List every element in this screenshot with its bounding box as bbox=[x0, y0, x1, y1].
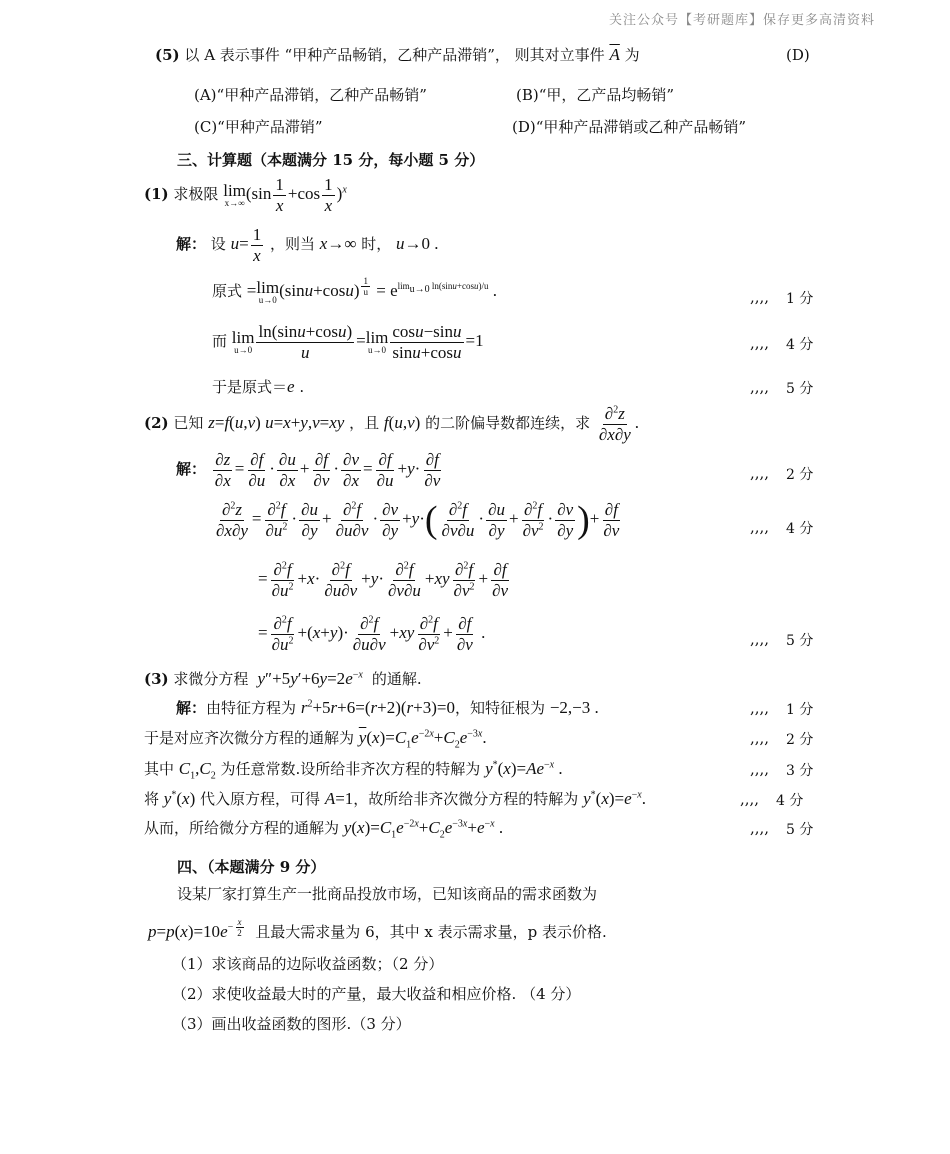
p2-line2 bbox=[212, 500, 623, 540]
score: 2 分 bbox=[786, 732, 814, 748]
formula: = lim u→0 (sinu+cosu) $^{\frac{1}{u}}$ = $e^{lim_{u\to 0} ln(sinu+cosu)/u}$ . bbox=[246, 276, 497, 305]
problem-number: (1) bbox=[144, 184, 169, 203]
jie-label: 解： bbox=[176, 699, 207, 717]
formula: e bbox=[287, 377, 295, 396]
option-a: (A)“甲种产品滞销，乙种产品畅销” bbox=[194, 86, 427, 104]
text: 其中 bbox=[144, 760, 175, 778]
score: 5 分 bbox=[786, 381, 814, 397]
marks: ,,,, bbox=[750, 288, 770, 306]
text: 的通解. bbox=[371, 670, 422, 688]
problem-3 bbox=[144, 668, 422, 689]
formula: $\overline{y}(x)=C_1e^{-2x}+C_2e^{-3x}$. bbox=[358, 728, 487, 751]
formula: $r^2+5r+6=(r+2)(r+3)=0$ bbox=[300, 698, 456, 717]
p3-line2 bbox=[144, 727, 487, 750]
score: 4 分 bbox=[776, 793, 804, 809]
formula: u= $\frac{1}{x}$ bbox=[230, 225, 262, 265]
p2-line3 bbox=[258, 560, 512, 600]
problem-number: (2) bbox=[144, 413, 169, 432]
jie-label: 解： bbox=[176, 234, 207, 253]
demand-line bbox=[148, 917, 607, 942]
text: 于是原式＝ bbox=[212, 378, 288, 396]
text: 而 bbox=[212, 331, 228, 350]
formula: z=f(u,v) u=x+y,v=xy bbox=[208, 412, 345, 432]
text: 将 bbox=[144, 790, 160, 808]
formula: A=1 bbox=[324, 789, 354, 808]
formula: $\frac{\partial z}{\partial x}$ = $\frac{\partial f}{\partial u}$ · $\frac{\partial u}{\partial x}$ + $\frac{\partial f}{\partial v}$ · $\frac{\partial v}{\partial x}$ = $\frac{\partial f}{\partial u}$ +y· $\frac{\partial f}{\partial v}$ bbox=[214, 450, 441, 490]
option-c: (C)“甲种产品滞销” bbox=[194, 118, 323, 136]
p2-line1 bbox=[176, 450, 444, 490]
p3-line4 bbox=[144, 788, 646, 809]
p1-line1 bbox=[212, 276, 497, 305]
formula: $p=p(x)=10e^{- \frac{x}{2}}$ bbox=[148, 917, 242, 941]
text: 从而，所给微分方程的通解为 bbox=[144, 819, 340, 837]
text: 且最大需求量为 6，其中 x 表示需求量，p 表示价格. bbox=[255, 922, 607, 941]
formula: $y''+5y'+6y=2e^{-x}$ bbox=[257, 669, 363, 688]
question-5 bbox=[155, 44, 640, 65]
p3-line3 bbox=[144, 758, 563, 781]
section-intro: 设某厂家打算生产一批商品投放市场，已知该商品的需求函数为 bbox=[177, 885, 598, 903]
p2-line4 bbox=[258, 614, 485, 654]
marks: ,,,, bbox=[750, 334, 770, 352]
formula: $y^*(x)=Ae^{-x}$ . bbox=[485, 759, 563, 778]
marks: ,,,, bbox=[750, 518, 770, 536]
formula: $y^*(x)=e^{-x}$. bbox=[583, 789, 646, 808]
marks: ,,,, bbox=[750, 760, 770, 778]
marks: ,,,, bbox=[750, 630, 770, 648]
formula: $C_1,C_2$ bbox=[178, 759, 216, 782]
jie-label: 解： bbox=[176, 459, 207, 478]
complement-symbol: $\overline{A}$ bbox=[609, 45, 620, 64]
formula: $y(x)=C_1e^{-2x}+C_2e^{-3x}+e^{-x}$ . bbox=[343, 818, 504, 841]
question-number: (5) bbox=[155, 46, 180, 64]
section-title: 四、（本题满分 9 分） bbox=[177, 858, 326, 876]
p1-setup bbox=[176, 225, 439, 265]
marks: ,,,, bbox=[750, 699, 770, 717]
marks: ,,,, bbox=[750, 819, 770, 837]
text: 原式 bbox=[212, 281, 243, 300]
formula: $\frac{\partial^2z}{\partial x\partial y}$ . bbox=[598, 404, 640, 444]
marks: ,,,, bbox=[740, 790, 760, 808]
score: 1 分 bbox=[786, 291, 814, 307]
marks: ,,,, bbox=[750, 378, 770, 396]
text: 为任意常数.设所给非齐次方程的特解为 bbox=[220, 760, 481, 778]
text: 由特征方程为 bbox=[206, 699, 297, 717]
score: 5 分 bbox=[786, 633, 814, 649]
text: 于是对应齐次微分方程的通解为 bbox=[144, 729, 355, 747]
formula: $\frac{\partial^2z}{\partial x\partial y}$ = $\frac{\partial^2f}{\partial u^2}$ · $\frac{\partial u}{\partial y}$ + $\frac{\partial^2f}{\partial u\partial v}$ · $\frac{\partial v}{\partial y}$ +y·( $\frac{\partial^2f}{\partial v\partial u}$ · $\frac{\partial u}{\partial y}$ + $\frac{\partial^2f}{\partial v^2}$ · $\frac{\partial v}{\partial y}$ )+ $\frac{\partial f}{\partial v}$ bbox=[216, 499, 620, 542]
p3-line5 bbox=[144, 817, 503, 840]
problem-number: (3) bbox=[144, 670, 169, 688]
problem-stem: 求极限 bbox=[173, 184, 219, 203]
subquestion-2: （2）求使收益最大时的产量，最大收益和相应价格. （4 分） bbox=[172, 985, 581, 1003]
p1-line3: 于是原式＝e . bbox=[212, 377, 305, 396]
formula: u→0 . bbox=[396, 233, 439, 253]
formula: y*(x) bbox=[163, 789, 196, 808]
text: 的二阶偏导数都连续，求 bbox=[425, 413, 591, 432]
marks: ,,,, bbox=[750, 464, 770, 482]
option-d: (D)“甲种产品滞销或乙种产品畅销” bbox=[512, 118, 747, 136]
question-stem-end: 为 bbox=[624, 46, 640, 64]
subquestion-3: （3）画出收益函数的图形.（3 分） bbox=[172, 1015, 411, 1033]
score: 3 分 bbox=[786, 763, 814, 779]
formula: = $\frac{\partial^2f}{\partial u^2}$ +x· $\frac{\partial^2f}{\partial u\partial v}$ +y· $\frac{\partial^2f}{\partial v\partial u}$ +xy $\frac{\partial^2f}{\partial v^2}$ + $\frac{\partial f}{\partial v}$ bbox=[258, 560, 509, 600]
formula: −2,−3 . bbox=[549, 698, 599, 717]
formula: f(u,v) bbox=[383, 412, 421, 432]
option-b: (B)“甲，乙产品均畅销” bbox=[516, 86, 675, 104]
formula: lim x→∞ (sin $\frac{1}{x}$ +cos $\frac{1}{x}$ )$^x$ bbox=[223, 175, 347, 215]
text: ，则当 bbox=[269, 234, 315, 253]
score: 2 分 bbox=[786, 467, 814, 483]
text: 设 bbox=[210, 234, 226, 253]
text: ，且 bbox=[349, 413, 380, 432]
text: 代入原方程，可得 bbox=[200, 790, 321, 808]
p1-line2 bbox=[212, 322, 484, 362]
question-stem: 以 A 表示事件 “甲种产品畅销，乙种产品滞销”， 则其对立事件 bbox=[184, 46, 605, 64]
text: 时， bbox=[361, 234, 392, 253]
answer: (D) bbox=[786, 46, 810, 64]
text: 求微分方程 bbox=[173, 670, 249, 688]
problem-2 bbox=[144, 404, 639, 444]
score: 4 分 bbox=[786, 337, 814, 353]
problem-1 bbox=[144, 175, 347, 215]
score: 5 分 bbox=[786, 822, 814, 838]
p3-line1 bbox=[176, 697, 599, 718]
formula: = $\frac{\partial^2f}{\partial u^2}$ +(x+y)· $\frac{\partial^2f}{\partial u\partial v}$ +xy $\frac{\partial^2f}{\partial v^2}$ + $\frac{\partial f}{\partial v}$ . bbox=[258, 614, 486, 654]
text: ，故所给非齐次微分方程的特解为 bbox=[353, 790, 579, 808]
score: 4 分 bbox=[786, 521, 814, 537]
watermark: 关注公众号【考研题库】保存更多高清资料 bbox=[609, 13, 876, 28]
formula: x→∞ bbox=[319, 233, 357, 253]
formula: lim u→0 $\frac{\ln(\sin u+\cos u)}{u}$ = lim u→0 $\frac{\cos u-\sin u}{\sin u+\cos u}$ =1 bbox=[231, 322, 484, 362]
score: 1 分 bbox=[786, 702, 814, 718]
subquestion-1: （1）求该商品的边际收益函数；（2 分） bbox=[172, 955, 444, 973]
text: 已知 bbox=[173, 413, 204, 432]
marks: ,,,, bbox=[750, 729, 770, 747]
section-title: 三、计算题（本题满分 15 分，每小题 5 分） bbox=[177, 151, 485, 169]
text: ，知特征根为 bbox=[455, 699, 546, 717]
